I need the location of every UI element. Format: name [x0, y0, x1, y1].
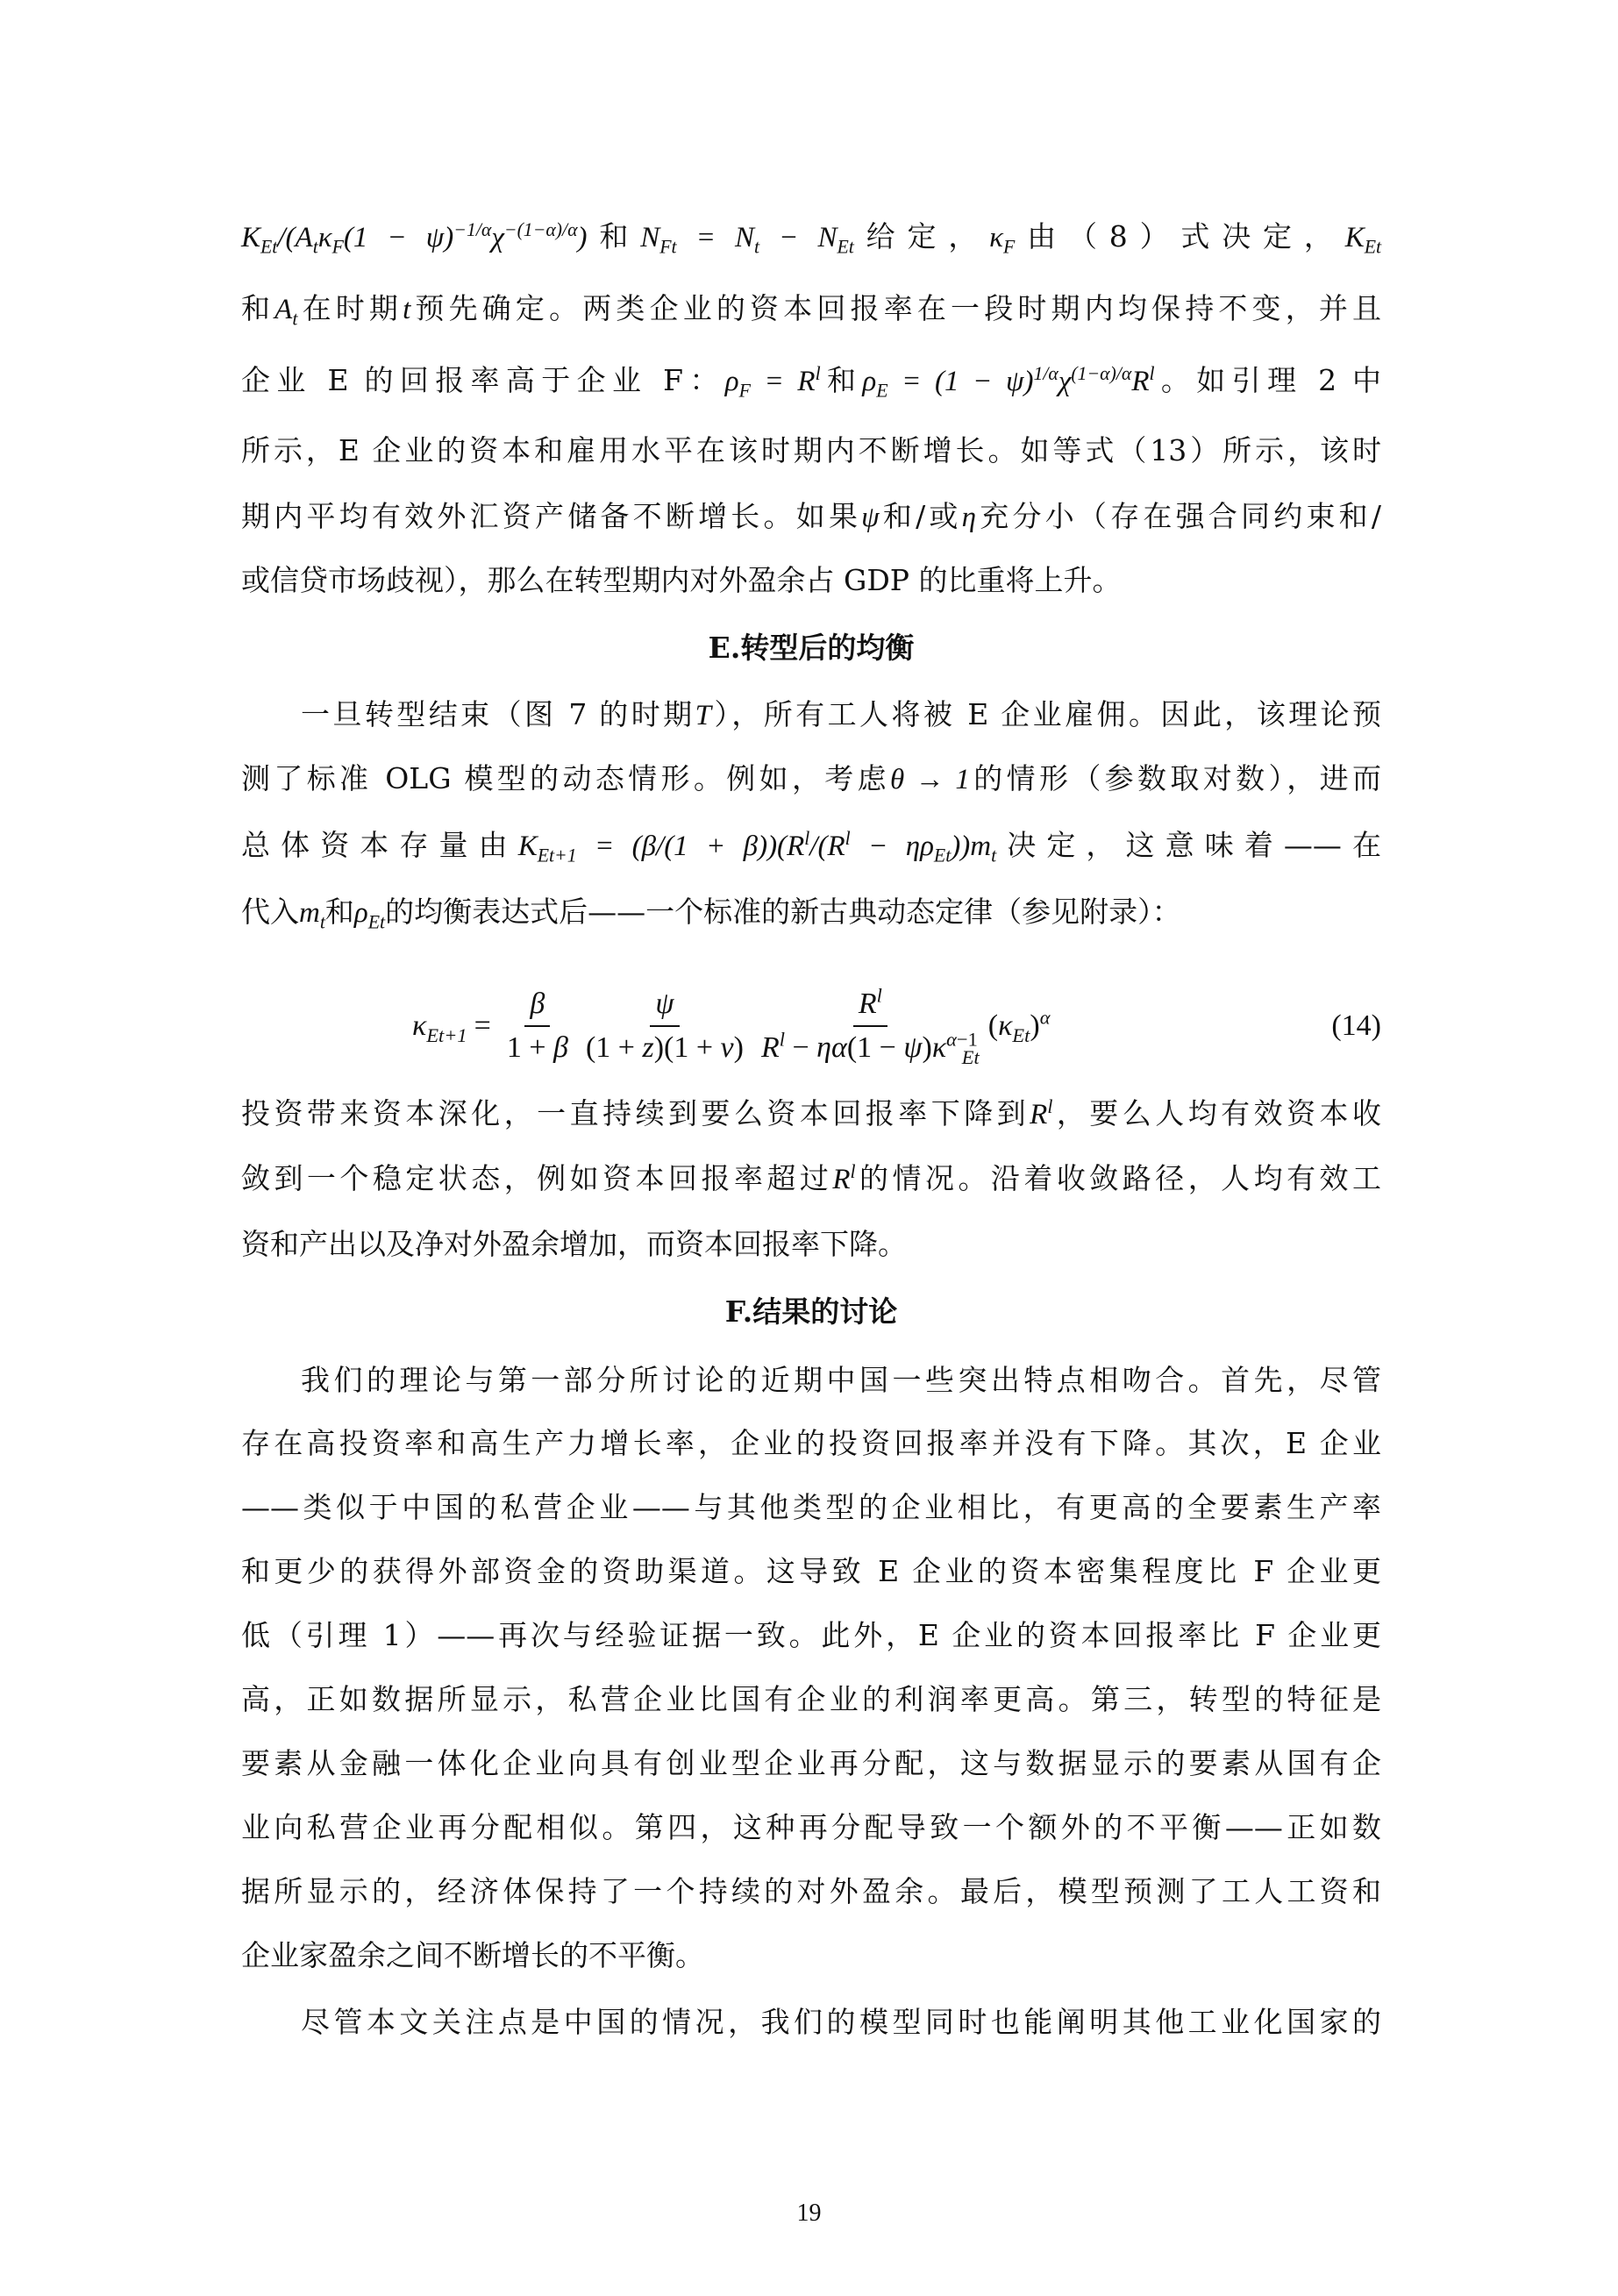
text-line: 企业家盈余之间不断增长的不平衡。: [241, 1938, 704, 1972]
text-line: 一旦转型结束（图 7 的时期T），所有工人将被 E 企业雇佣。因此，该理论预: [301, 697, 1381, 731]
math-inline: ψ: [861, 502, 880, 533]
text-line: 据所显示的，经济体保持了一个持续的对外盈余。最后，模型预测了工人工资和: [241, 1874, 1381, 1908]
equation-14: [241, 978, 1381, 1074]
page-number: 19: [796, 2200, 822, 2227]
equation-number: (14): [1331, 1009, 1381, 1042]
math-inline: $\rho_F = R^l$: [724, 363, 821, 402]
text-line: 低（引理 1）——再次与经验证据一致。此外，E 企业的资本回报率比 F 企业更: [241, 1618, 1381, 1652]
math-inline: $K_{Et+1} = (\beta/(1 + \beta))(R^l/(R^l - \eta\rho_{Et}))m_t$: [517, 828, 997, 866]
text-line: 尽管本文关注点是中国的情况，我们的模型同时也能阐明其他工业化国家的: [301, 2005, 1381, 2039]
math-inline: $N_{Ft} = N_t - N_{Et}$: [640, 222, 854, 258]
math-inline: θ → 1: [890, 764, 970, 795]
text-line: 高，正如数据所显示，私营企业比国有企业的利润率更高。第三，转型的特征是: [241, 1682, 1381, 1716]
equation-body: $\kappa_{Et+1}$ = $\frac{\beta}{1 + \beta}$ $\frac{\psi}{(1 + z)(1 + \nu)}$ $\frac{R^l}{R^l - \eta\alpha(1 - \psi)\kappa^{\alpha-1}_{Et}}$ $(\kappa_{Et})^\alpha$: [412, 984, 1051, 1068]
text-line: 和更少的获得外部资金的资助渠道。这导致 E 企业的资本密集程度比 F 企业更: [241, 1554, 1381, 1588]
math-inline: $K_{Et}/(A_t\kappa_F(1 - \psi)^{-1/\alpha}\chi^{-(1-\alpha)/\alpha})$: [241, 219, 588, 258]
math-inline: $\rho_{Et}$: [353, 897, 386, 933]
text-line: 要素从金融一体化企业向具有创业型企业再分配，这与数据显示的要素从国有企: [241, 1746, 1381, 1780]
text-line: 和$A_t$在时期t预先确定。两类企业的资本回报率在一段时期内均保持不变，并且: [241, 291, 1382, 330]
text-line: $K_{Et}/(A_t\kappa_F(1 - \psi)^{-1/\alpha}\chi^{-(1-\alpha)/\alpha})$和$N_{Ft} = N_t - N_{Et}$给定，$\kappa_F$由（8）式决定，$K_{Et}$: [241, 219, 1382, 258]
math-inline: T: [695, 700, 711, 731]
math-inline: $R^l$: [832, 1161, 856, 1195]
text-line: 企业 E 的回报率高于企业 F：$\rho_F = R^l$和$\rho_E = (1 - \psi)^{1/\alpha}\chi^{(1-\alpha)/\alpha}R^l$。如引理 2 中: [241, 363, 1382, 402]
section-heading: E.转型后的均衡: [708, 631, 915, 665]
text-line: 所示，E 企业的资本和雇用水平在该时期内不断增长。如等式（13）所示，该时: [241, 433, 1381, 467]
text-line: 投资带来资本深化，一直持续到要么资本回报率下降到$R^l$，要么人均有效资本收: [241, 1096, 1382, 1130]
text-line: 或信贷市场歧视），那么在转型期内对外盈余占 GDP 的比重将上升。: [241, 563, 1122, 597]
text-line: 代入$m_t$和$\rho_{Et}$的均衡表达式后——一个标准的新古典动态定律（参见附录）：: [241, 895, 1181, 933]
math-inline: $K_{Et}$: [1344, 222, 1382, 258]
text-line: 业向私营企业再分配相似。第四，这种再分配导致一个额外的不平衡——正如数: [241, 1810, 1381, 1844]
text-line: 敛到一个稳定状态，例如资本回报率超过$R^l$的情况。沿着收敛路径，人均有效工: [241, 1161, 1382, 1195]
section-heading: F.结果的讨论: [724, 1294, 898, 1329]
math-inline: $\rho_E = (1 - \psi)^{1/\alpha}\chi^{(1-\alpha)/\alpha}R^l$: [862, 363, 1155, 402]
math-inline: $R^l$: [1030, 1096, 1053, 1130]
text-line: 我们的理论与第一部分所讨论的近期中国一些突出特点相吻合。首先，尽管: [301, 1363, 1381, 1397]
text-line: 总体资本存量由$K_{Et+1} = (\beta/(1 + \beta))(R^l/(R^l - \eta\rho_{Et}))m_t$决定，这意味着——在: [241, 828, 1382, 866]
math-inline: t: [403, 294, 411, 325]
math-inline: $\kappa_F$: [989, 222, 1016, 258]
math-inline: $m_t$: [299, 897, 325, 933]
math-inline: η: [961, 502, 977, 533]
text-line: 资和产出以及净对外盈余增加，而资本回报率下降。: [241, 1227, 907, 1261]
text-line: 期内平均有效外汇资产储备不断增长。如果ψ和/或η充分小（存在强合同约束和/: [241, 499, 1381, 533]
text-line: 存在高投资率和高生产力增长率，企业的投资回报率并没有下降。其次，E 企业: [241, 1426, 1381, 1460]
text-line: 测了标准 OLG 模型的动态情形。例如，考虑θ → 1的情形（参数取对数），进而: [241, 761, 1381, 795]
math-inline: $A_t$: [274, 294, 298, 330]
text-line: ——类似于中国的私营企业——与其他类型的企业相比，有更高的全要素生产率: [241, 1490, 1381, 1524]
